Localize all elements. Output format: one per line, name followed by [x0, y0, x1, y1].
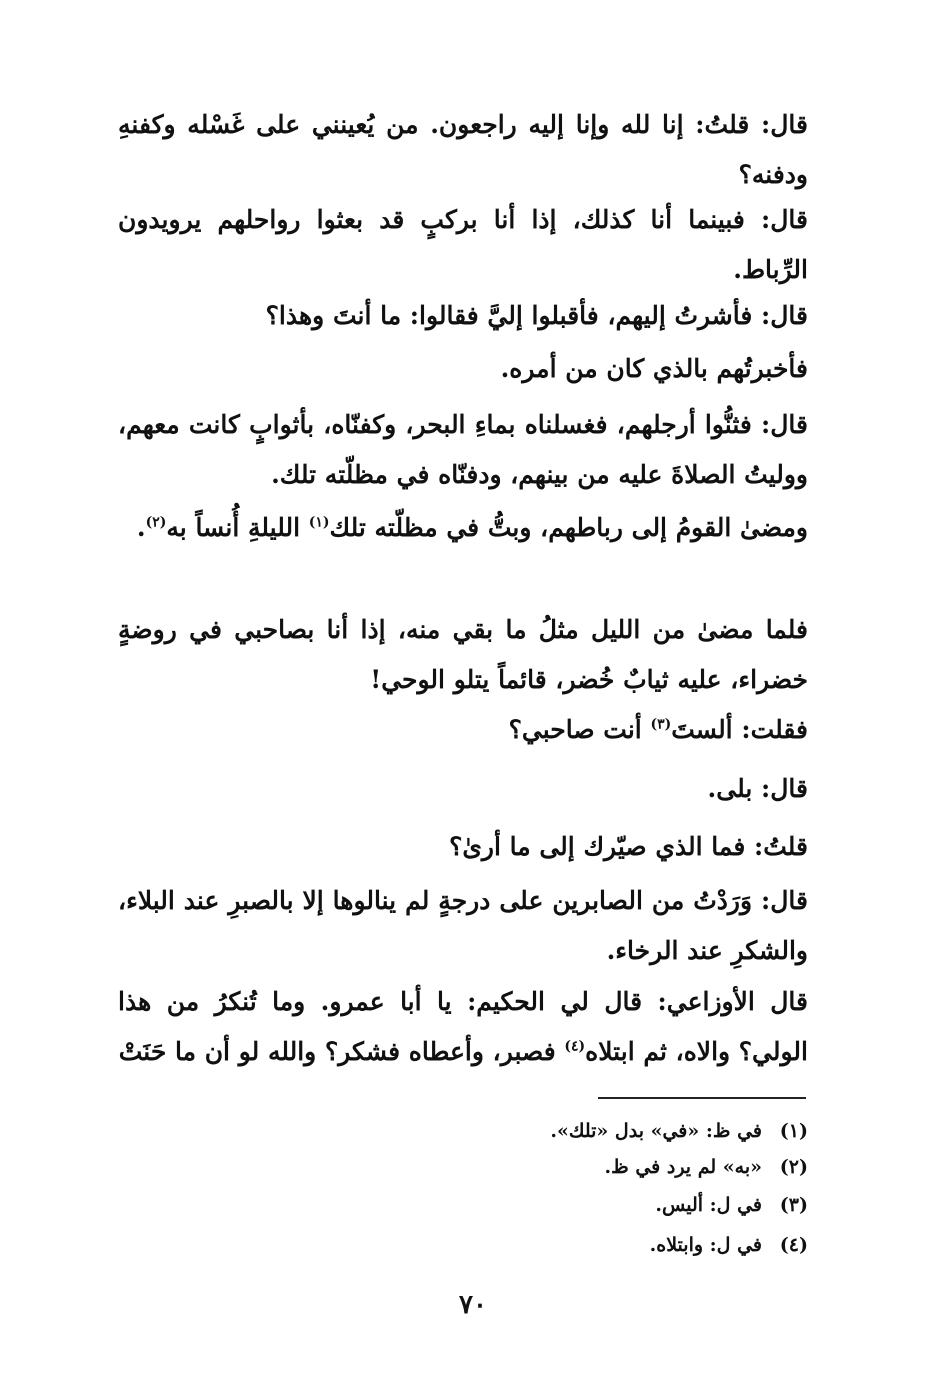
footnote-divider: [598, 1097, 806, 1099]
paragraph-4-text: فأخبرتُهم بالذي كان من أمره.: [500, 354, 808, 383]
footnote-ref-2[interactable]: (٢): [145, 514, 167, 531]
paragraph-1: [118, 100, 808, 200]
footnote-3-text: في ل: أليس.: [655, 1194, 762, 1216]
footnote-1-number: (١): [779, 1120, 808, 1142]
paragraph-2-text: قال: فبينما أنا كذلك، إذا أنا بركبٍ قد بعثوا رواحلهم يرويدون الرِّباط.: [118, 205, 808, 284]
footnote-2-text: «به» لم يرد في ظ.: [604, 1156, 762, 1178]
footnote-4-number: (٤): [779, 1234, 808, 1256]
paragraph-8-text-a: فقلت: ألستَ: [671, 715, 808, 744]
footnote-4: [650, 1232, 808, 1258]
footnote-ref-4[interactable]: (٤): [564, 1038, 586, 1055]
footnote-2-number: (٢): [779, 1156, 808, 1178]
footnote-2: [605, 1154, 808, 1180]
paragraph-10-text: قلتُ: فما الذي صيّرك إلى ما أرىٰ؟: [449, 832, 808, 861]
paragraph-6: [118, 503, 808, 553]
page-number: ٧٠: [459, 1290, 487, 1320]
footnote-3: [655, 1192, 808, 1218]
paragraph-12-text-a: قال الأوزاعي: قال لي الحكيم: يا أبا عمرو. وما تُنكرُ من هذا الولي؟ والاه، ثم ابتلاه: [118, 987, 808, 1066]
paragraph-5: [118, 400, 808, 500]
footnote-4-text: في ل: وابتلاه.: [649, 1234, 762, 1256]
footnote-1: [550, 1118, 808, 1144]
paragraph-1-text: قال: قلتُ: إنا لله وإنا إليه راجعون. من يُعينني على غَسْله وكفنهِ ودفنه؟: [118, 110, 808, 189]
footnote-3-number: (٣): [779, 1194, 808, 1216]
paragraph-7-text: فلما مضىٰ من الليل مثلُ ما بقي منه، إذا أنا بصاحبي في روضةٍ خضراء، عليه ثيابٌ خُضر، قائماً يتلو الوحي!: [118, 615, 808, 694]
paragraph-8: [509, 705, 808, 755]
paragraph-4: [501, 344, 808, 394]
paragraph-8-text-b: أنت صاحبي؟: [508, 715, 651, 744]
paragraph-3: [266, 291, 808, 341]
footnote-ref-1[interactable]: (١): [308, 514, 330, 531]
paragraph-3-text: قال: فأشرتُ إليهم، فأقبلوا إليَّ فقالوا: ما أنتَ وهذا؟: [265, 301, 808, 330]
paragraph-11: [118, 876, 808, 976]
paragraph-9-text: قال: بلى.: [707, 774, 808, 803]
paragraph-10: [449, 822, 808, 872]
paragraph-6-text-a: ومضىٰ القومُ إلى رباطهم، وبتُّ في مظلّته تلك: [329, 513, 808, 542]
paragraph-2: [118, 195, 808, 295]
paragraph-5-text: قال: فثنُّوا أرجلهم، فغسلناه بماءِ البحر، وكفنّاه، بأثوابٍ كانت معهم، ووليتُ الصلاةَ عليه من بينهم، ودفنّاه في مظلّته تلك.: [118, 410, 808, 489]
paragraph-12: [118, 977, 808, 1077]
paragraph-6-text-c: .: [136, 513, 146, 542]
paragraph-6-text-b: الليلةِ أُنساً به: [166, 513, 309, 542]
paragraph-7: [118, 605, 808, 705]
paragraph-9: [708, 764, 808, 814]
footnote-ref-3[interactable]: (٣): [650, 716, 672, 733]
paragraph-12-text-b: فصبر، وأعطاه فشكر؟ والله لو أن ما حَنَتْ: [118, 1037, 565, 1066]
paragraph-11-text: قال: وَرَدْتُ من الصابرين على درجةٍ لم ينالوها إلا بالصبرِ عند البلاء، والشكرِ عند الرخاء.: [118, 886, 808, 965]
footnote-1-text: في ظ: «في» بدل «تلك».: [550, 1120, 762, 1142]
